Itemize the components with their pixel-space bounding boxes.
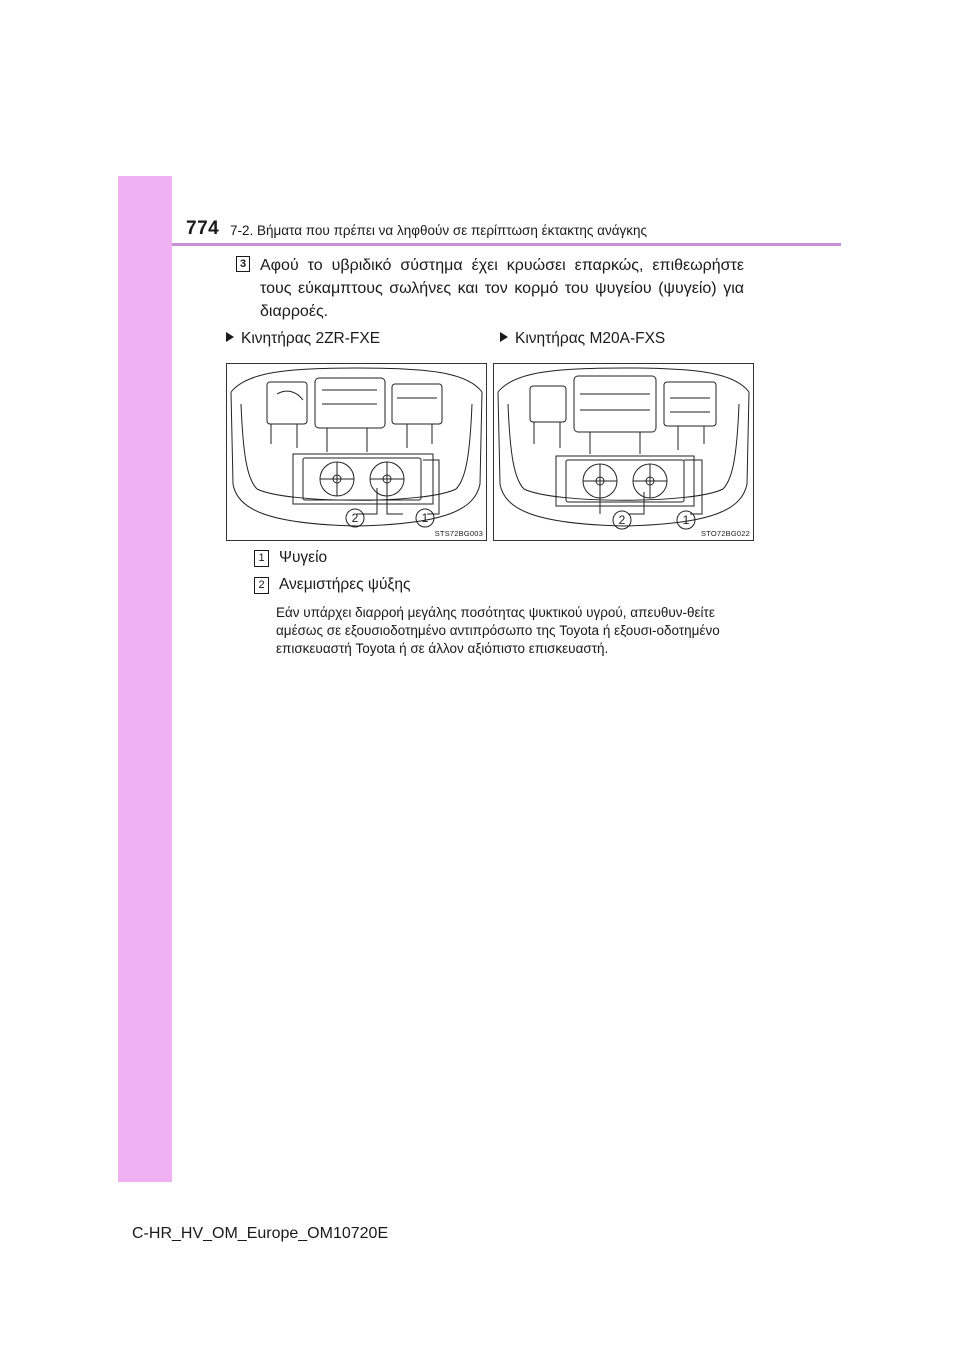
step-text: Αφού το υβριδικό σύστημα έχει κρυώσει επαρκώς, επιθεωρήστε τους εύκαμπτους σωλήνες και τον κορμό του ψυγείου (ψυγείο) για διαρροές. (260, 257, 744, 320)
legend-number: 2 (254, 577, 269, 594)
engine-figure-m20a (493, 363, 754, 541)
leak-note: Εάν υπάρχει διαρροή μεγάλης ποσότητας ψυκτικού υγρού, απευθυν-θείτε αμέσως σε εξουσιοδοτημένο αντιπρόσωπο της Toyota ή εξουσι-οδοτημένο επισκευαστή Toyota ή σε άλλον αξιόπιστο επισκευαστή. (276, 605, 720, 656)
page-number: 774 (186, 218, 220, 239)
legend-text: Ψυγείο (279, 549, 328, 566)
header-divider (172, 243, 841, 246)
callout-1: 1 (421, 511, 429, 525)
legend-item-cooling-fans (254, 576, 410, 594)
engine-bay-illustration (227, 364, 486, 540)
engine-label-2zr (226, 330, 380, 348)
step-number: 3 (236, 256, 250, 272)
engine-label-m20a (500, 330, 665, 348)
chapter-title: 7-2. Βήματα που πρέπει να ληφθούν σε περίπτωση έκτακτης ανάγκης (230, 223, 648, 238)
engine-bay-illustration (494, 364, 753, 540)
arrow-right-icon (226, 332, 234, 342)
legend-number: 1 (254, 550, 269, 567)
engine-figure-2zr (226, 363, 487, 541)
legend-text: Ανεμιστήρες ψύξης (279, 576, 411, 593)
engine-label-text: Κινητήρας 2ZR-FXE (241, 330, 381, 347)
figure-code: STS72BG003 (434, 529, 483, 538)
callout-2: 2 (351, 511, 359, 525)
chapter-side-tab (118, 176, 172, 1182)
engine-label-text: Κινητήρας M20A-FXS (515, 330, 666, 347)
callout-2: 2 (618, 513, 626, 527)
document-footer: C-HR_HV_OM_Europe_OM10720E (132, 1225, 389, 1242)
arrow-right-icon (500, 332, 508, 342)
legend-item-radiator (254, 549, 327, 567)
callout-1: 1 (682, 513, 690, 527)
figure-code: STO72BG022 (701, 529, 750, 538)
